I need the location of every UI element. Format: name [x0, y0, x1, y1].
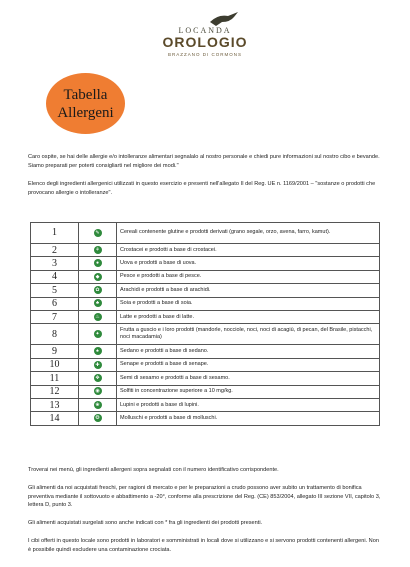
allergen-icon-cell	[79, 310, 117, 323]
allergen-icon-cell	[79, 372, 117, 385]
allergen-description: Pesce e prodotti a base di pesce.	[117, 270, 380, 283]
sesame-icon: ✥	[95, 374, 100, 381]
allergen-number: 5	[31, 284, 79, 297]
sulphite-icon: ◉	[95, 388, 100, 395]
allergen-description: Crostacei e prodotti a base di crostacei.	[117, 244, 380, 257]
allergen-description: Arachidi e prodotti a base di arachidi.	[117, 284, 380, 297]
table-row	[31, 270, 380, 283]
milk-icon: ♨	[95, 313, 100, 320]
allergen-description: Molluschi e prodotti a base di molluschi.	[117, 412, 380, 425]
table-row	[31, 310, 380, 323]
nuts-icon: ✦	[95, 331, 100, 338]
allergen-icon-cell	[79, 223, 117, 244]
table-row	[31, 345, 380, 358]
allergen-number: 10	[31, 358, 79, 371]
title-badge	[46, 73, 125, 134]
allergen-description: Lupini e prodotti a base di lupini.	[117, 398, 380, 411]
table-row	[31, 324, 380, 345]
allergen-icon-cell	[79, 324, 117, 345]
soy-icon: ♣	[94, 299, 102, 307]
allergen-number: 14	[31, 412, 79, 425]
allergen-description: Sedano e prodotti a base di sedano.	[117, 345, 380, 358]
fish-icon: ◆	[94, 273, 102, 281]
allergen-icon-cell	[79, 345, 117, 358]
crustacean-icon: ⚘	[95, 246, 100, 253]
allergen-number: 6	[31, 297, 79, 310]
allergen-icon-cell	[79, 385, 117, 398]
allergen-number: 3	[31, 257, 79, 270]
allergen-number: 13	[31, 398, 79, 411]
allergen-number: 11	[31, 372, 79, 385]
allergen-description: Latte e prodotti a base di latte.	[117, 310, 380, 323]
mustard-icon: ✚	[95, 361, 100, 368]
wheat-icon: ✎	[95, 229, 100, 236]
restaurant-logo	[150, 8, 260, 60]
badge-line2: Allergeni	[57, 104, 114, 121]
bird-icon	[208, 8, 242, 28]
allergen-description: Semi di sesamo e prodotti a base di sesamo.	[117, 372, 380, 385]
table-row	[31, 385, 380, 398]
allergen-number: 7	[31, 310, 79, 323]
allergen-icon-cell	[79, 297, 117, 310]
allergen-number: 8	[31, 324, 79, 345]
table-row	[31, 257, 380, 270]
allergen-icon-cell	[79, 270, 117, 283]
peanut-icon: ✿	[95, 287, 100, 294]
logo-line2: OROLOGIO	[162, 34, 248, 50]
table-row	[31, 223, 380, 244]
allergen-description: Senape e prodotti a base di senape.	[117, 358, 380, 371]
footer-paragraph-3: Gli alimenti acquistati surgelati sono anche indicati con * fra gli ingredienti dei prodotti presenti.	[28, 520, 263, 526]
allergen-description: Frutta a guscio e i loro prodotti (mandorle, nocciole, noci, noci di acagiù, di pecan, del Brasile, pistacchi, noci macadamia)	[117, 324, 380, 345]
allergen-description: Uova e prodotti a base di uova.	[117, 257, 380, 270]
allergen-table	[30, 222, 380, 426]
lupin-icon: ❀	[95, 401, 100, 408]
footer-paragraph-2: Gli alimenti da noi acquistati freschi, per ragioni di mercato e per le preparazioni a crudo possono aver subito un trattamento di bonifica preventiva mediante il sottovuoto e abbattimento a -20°, conforme alla prescrizione del Reg. (CE) 853/2004, allegato III sezione VII, capitolo 3, lettera D, punto 3.	[28, 485, 381, 509]
allergen-number: 12	[31, 385, 79, 398]
intro-paragraph-2: Elenco degli ingredienti allergenici utilizzati in questo esercizio e presenti nell'allegato II del Reg. UE n. 1169/2001 – "sostanze o prodotti che provocano allergie o intolleranze".	[28, 181, 376, 196]
mollusc-icon: ❂	[95, 415, 100, 422]
allergen-icon-cell	[79, 412, 117, 425]
celery-icon: ♠	[94, 347, 102, 355]
table-row	[31, 244, 380, 257]
badge-line1: Tabella	[63, 86, 108, 103]
footer-paragraph-1: Troverai nei menù, gli ingredienti allergeni sopra segnalati con il numero identificativo corrispondente.	[28, 467, 279, 473]
allergen-icon-cell	[79, 244, 117, 257]
table-row	[31, 398, 380, 411]
table-row	[31, 297, 380, 310]
allergen-number: 4	[31, 270, 79, 283]
allergen-description: Solfiti in concentrazione superiore a 10 mg/kg.	[117, 385, 380, 398]
allergen-number: 9	[31, 345, 79, 358]
allergen-number: 1	[31, 223, 79, 244]
egg-icon: ●	[94, 259, 102, 267]
allergen-icon-cell	[79, 284, 117, 297]
allergen-icon-cell	[79, 257, 117, 270]
allergen-number: 2	[31, 244, 79, 257]
allergen-icon-cell	[79, 398, 117, 411]
logo-line1: LOCANDA	[178, 26, 232, 35]
table-row	[31, 358, 380, 371]
allergen-icon-cell	[79, 358, 117, 371]
footer-paragraph-4: I cibi offerti in questo locale sono prodotti in laboratori e somministrati in locali dove si utilizzano e si servono prodotti contenenti allergeni. Non è possibile quindi escludere una contaminazione crociata.	[28, 538, 379, 553]
table-row	[31, 284, 380, 297]
logo-line3: BRAZZANO DI CORMONS	[167, 52, 242, 57]
allergen-description: Soia e prodotti a base di soia.	[117, 297, 380, 310]
intro-paragraph-1: Caro ospite, se hai delle allergie e/o intolleranze alimentari segnalalo al nostro personale e chiedi pure informazioni sul nostro cibo e bevande. Siamo preparati per poterti consigliarti nel migliore dei modi."	[28, 154, 380, 169]
allergen-description: Cereali contenente glutine e prodotti derivati (grano segale, orzo, avena, farro, kamut).	[117, 223, 380, 244]
table-row	[31, 412, 380, 425]
table-row	[31, 372, 380, 385]
